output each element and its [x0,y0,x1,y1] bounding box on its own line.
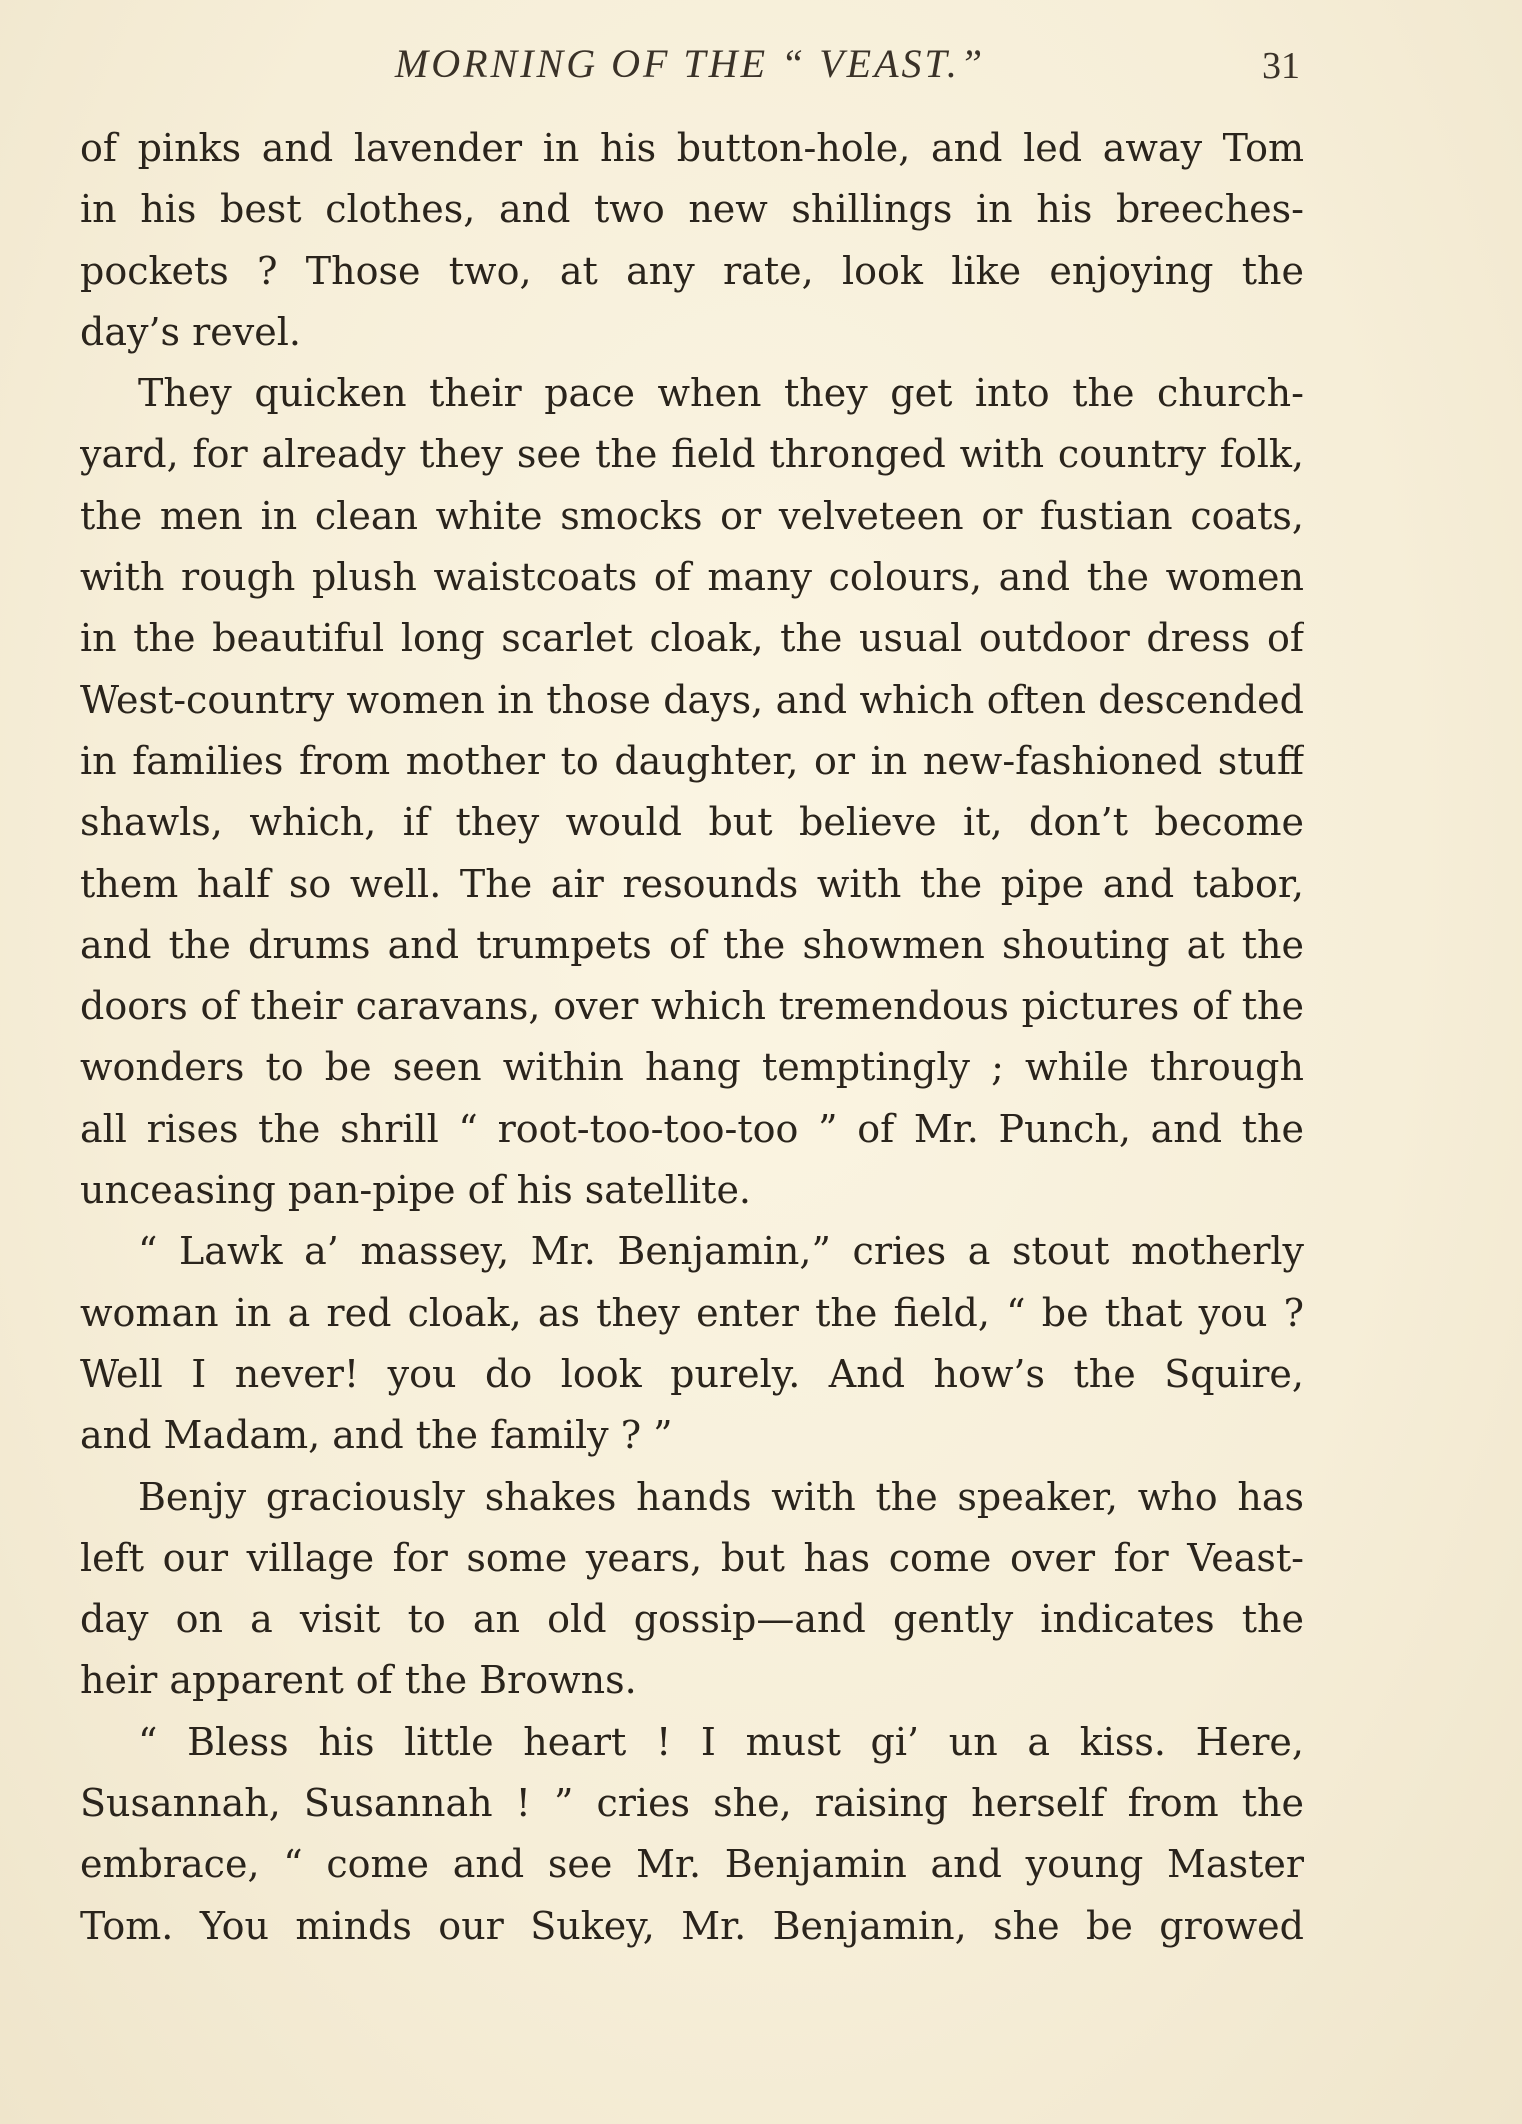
body-text [80,118,1304,1957]
text-line: in families from mother to daughter, or in new-fashioned stuff [80,738,1304,783]
text-line: pockets ? Those two, at any rate, look like enjoying the [80,248,1304,293]
running-head [80,40,1300,90]
text-line: them half so well. The air resounds with the pipe and tabor, [80,861,1304,906]
text-line: day’s revel. [80,309,301,354]
text-line: and Madam, and the family ? ” [80,1413,673,1458]
text-line: “ Lawk a’ massey, Mr. Benjamin,” cries a stout motherly [138,1229,1304,1274]
text-line: in the beautiful long scarlet cloak, the usual outdoor dress of [80,616,1304,661]
text-line: Benjy graciously shakes hands with the speaker, who has [138,1474,1304,1519]
text-line: with rough plush waistcoats of many colours, and the women [80,555,1304,600]
text-line: yard, for already they see the field thronged with country folk, [80,432,1304,477]
text-line: Tom. You minds our Sukey, Mr. Benjamin, she be growed [80,1903,1304,1948]
text-line: doors of their caravans, over which tremendous pictures of the [80,984,1304,1029]
text-line: left our village for some years, but has come over for Veast- [80,1535,1304,1580]
text-line: West-country women in those days, and which often descended [80,677,1304,722]
text-line: wonders to be seen within hang temptingly ; while through [80,1045,1304,1090]
text-line: Susannah, Susannah ! ” cries she, raising herself from the [80,1781,1304,1826]
text-line: They quicken their pace when they get into the church- [138,371,1304,416]
page-number: 31 [1262,45,1300,87]
text-line: Well I never! you do look purely. And how’s the Squire, [80,1351,1304,1396]
text-line: of pinks and lavender in his button-hole, and led away Tom [80,126,1304,170]
text-line: woman in a red cloak, as they enter the field, “ be that you ? [80,1290,1304,1335]
text-line: all rises the shrill “ root-too-too-too ” of Mr. Punch, and the [80,1106,1304,1151]
running-title: MORNING OF THE “ VEAST.” [394,41,986,86]
text-line: the men in clean white smocks or velveteen or fustian coats, [80,493,1304,538]
text-line: day on a visit to an old gossip—and gently indicates the [80,1597,1304,1642]
text-line: shawls, which, if they would but believe it, don’t become [80,800,1304,845]
text-line: “ Bless his little heart ! I must gi’ un a kiss. Here, [138,1719,1304,1764]
text-line: heir apparent of the Browns. [80,1658,637,1703]
text-line: and the drums and trumpets of the showmen shouting at the [80,922,1304,967]
text-line: in his best clothes, and two new shillings in his breeches- [80,187,1304,232]
text-line: unceasing pan-pipe of his satellite. [80,1168,752,1213]
text-line: embrace, “ come and see Mr. Benjamin and young Master [80,1842,1304,1887]
